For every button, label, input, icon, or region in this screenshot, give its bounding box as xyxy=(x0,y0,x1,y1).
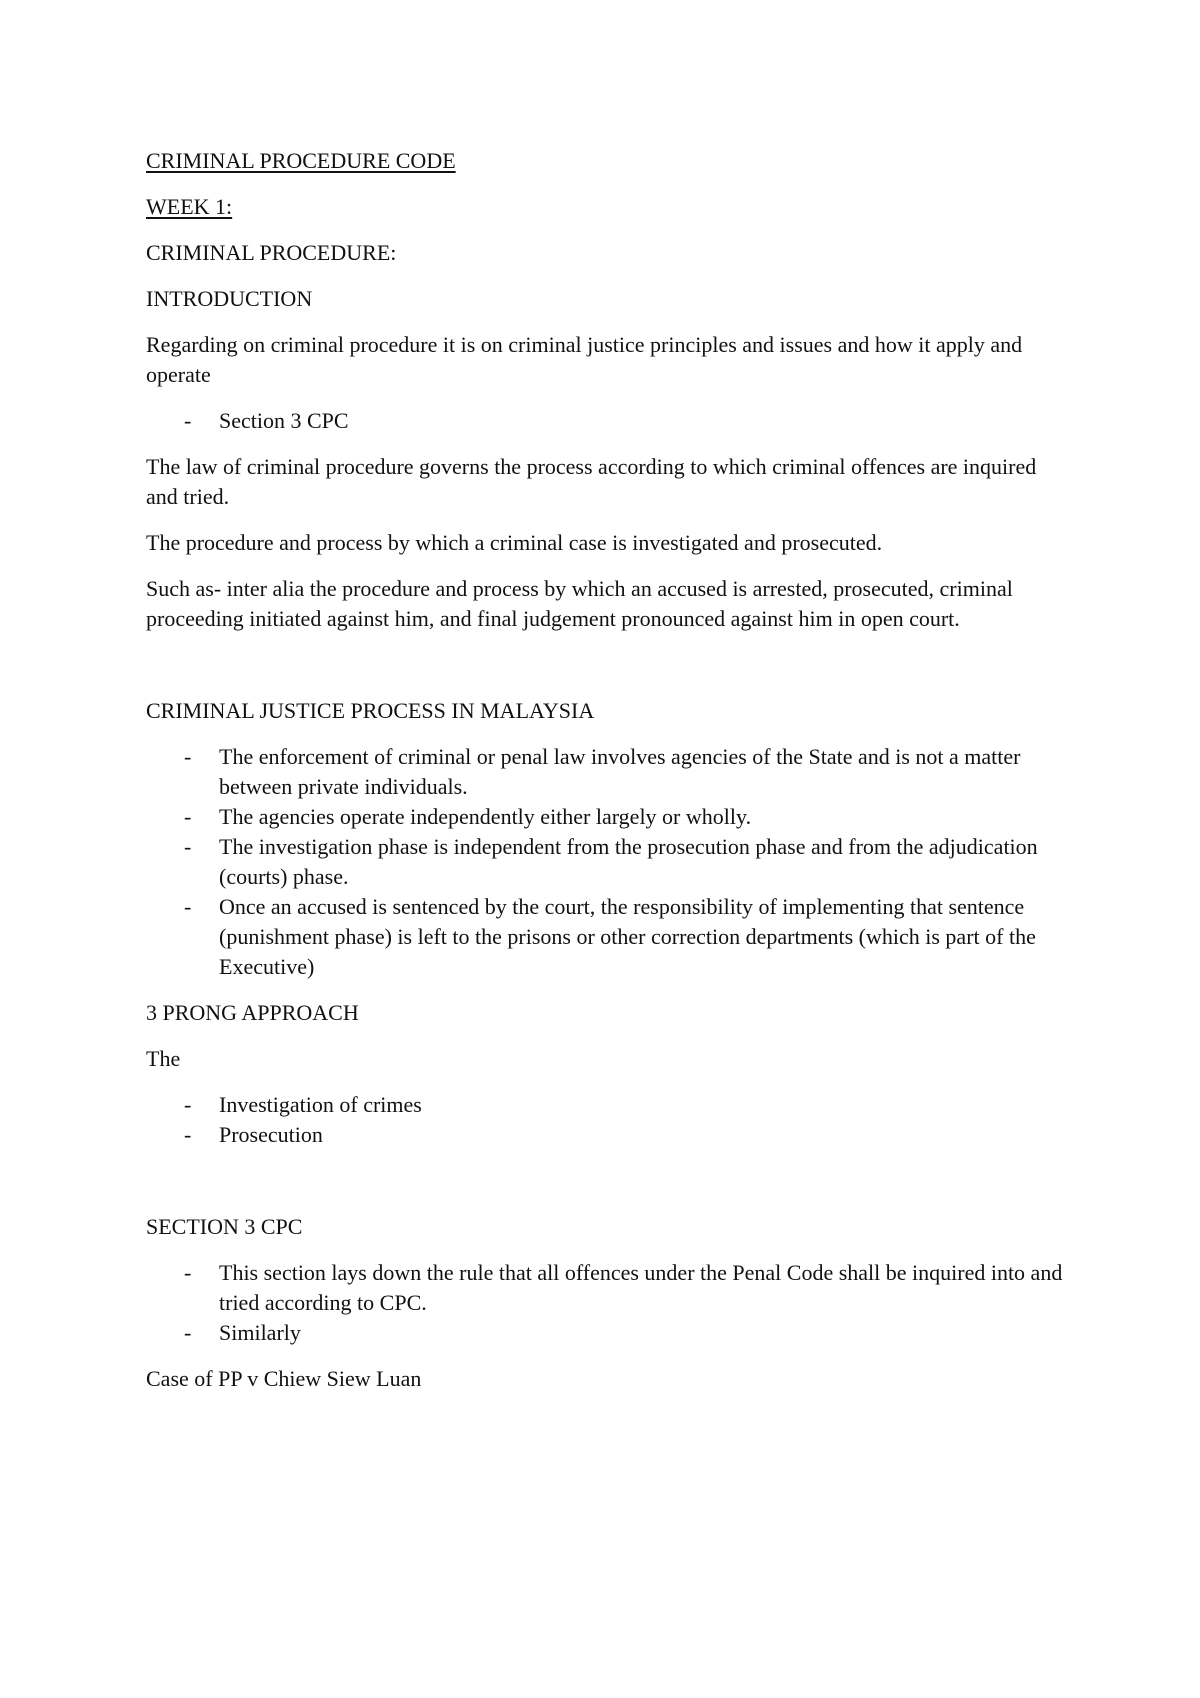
subject-heading: CRIMINAL PROCEDURE: xyxy=(146,240,397,265)
list-item: - Investigation of crimes xyxy=(146,1090,1066,1120)
spacer xyxy=(146,1166,1066,1212)
list-item: - The enforcement of criminal or penal law involves agencies of the State and is not a matter between private individuals. xyxy=(146,742,1066,802)
list-item: - Prosecution xyxy=(146,1120,1066,1150)
list-item: - Section 3 CPC xyxy=(146,406,1066,436)
list-item: - Similarly xyxy=(146,1318,1066,1348)
justice-process-bullet-list xyxy=(146,742,1066,982)
justice-process-heading: CRIMINAL JUSTICE PROCESS IN MALAYSIA xyxy=(146,698,595,723)
document-body xyxy=(146,146,1066,1410)
list-item: - This section lays down the rule that all offences under the Penal Code shall be inquired into and tried according to CPC. xyxy=(146,1258,1066,1318)
week-heading: WEEK 1: xyxy=(146,194,233,219)
spacer xyxy=(146,650,1066,696)
document-title: CRIMINAL PROCEDURE CODE xyxy=(146,148,456,173)
intro-paragraph: Regarding on criminal procedure it is on criminal justice principles and issues and how it apply and operate xyxy=(146,332,1023,387)
section3-bullet-list xyxy=(146,1258,1066,1348)
paragraph: The law of criminal procedure governs the process according to which criminal offences are inquired and tried. xyxy=(146,454,1037,509)
section3-heading: SECTION 3 CPC xyxy=(146,1214,303,1239)
intro-heading: INTRODUCTION xyxy=(146,286,313,311)
case-reference: Case of PP v Chiew Siew Luan xyxy=(146,1366,422,1391)
prong-bullet-list xyxy=(146,1090,1066,1150)
paragraph: The procedure and process by which a criminal case is investigated and prosecuted. xyxy=(146,530,883,555)
prong-heading: 3 PRONG APPROACH xyxy=(146,1000,359,1025)
list-item: - Once an accused is sentenced by the court, the responsibility of implementing that sentence (punishment phase) is left to the prisons or other correction departments (which is part of the Executive) xyxy=(146,892,1066,982)
paragraph: Such as- inter alia the procedure and process by which an accused is arrested, prosecuted, criminal proceeding initiated against him, and final judgement pronounced against him in open court. xyxy=(146,576,1013,631)
intro-bullet-list xyxy=(146,406,1066,436)
list-item: - The agencies operate independently either largely or wholly. xyxy=(146,802,1066,832)
list-item: - The investigation phase is independent from the prosecution phase and from the adjudication (courts) phase. xyxy=(146,832,1066,892)
prong-lead: The xyxy=(146,1046,181,1071)
